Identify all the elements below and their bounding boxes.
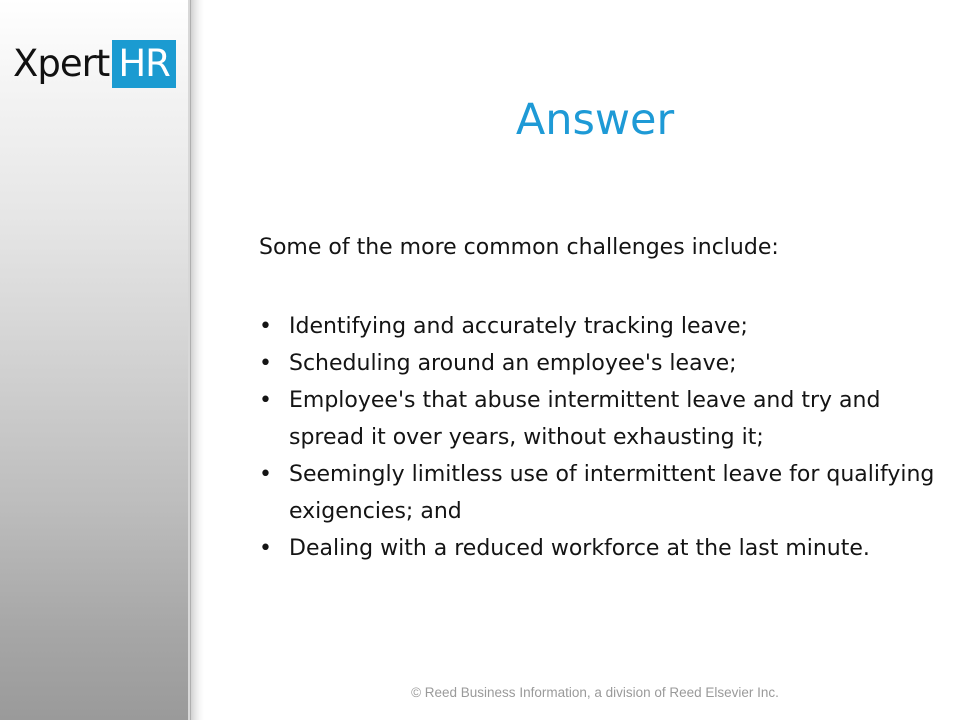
logo-box (112, 40, 176, 88)
bullet-item (259, 345, 944, 382)
bullet-text: Identifying and accurately tracking leave; (289, 314, 748, 339)
bullet-item (259, 530, 944, 567)
bullet-item (259, 382, 944, 456)
bullet-text: Seemingly limitless use of intermittent leave for qualifying exigencies; and (289, 462, 935, 524)
bullet-item (259, 456, 944, 530)
bullet-dot-icon: • (259, 314, 272, 339)
bullet-list (259, 308, 944, 567)
logo-box-text: HR (118, 42, 170, 85)
bullet-dot-icon: • (259, 388, 272, 413)
bullet-dot-icon: • (259, 536, 272, 561)
intro-text: Some of the more common challenges include: (259, 235, 779, 260)
sidebar-shadow (190, 0, 204, 720)
copyright-footer: © Reed Business Information, a division of Reed Elsevier Inc. (411, 685, 779, 700)
bullet-text: Employee's that abuse intermittent leave and try and spread it over years, without exhausting it; (289, 388, 881, 450)
bullet-text: Dealing with a reduced workforce at the last minute. (289, 536, 870, 561)
sidebar-panel (0, 0, 190, 720)
bullet-text: Scheduling around an employee's leave; (289, 351, 737, 376)
slide-title: Answer (515, 95, 675, 145)
bullet-dot-icon: • (259, 351, 272, 376)
xperthr-logo (13, 40, 176, 88)
bullet-dot-icon: • (259, 462, 272, 487)
logo-text: Xpert (13, 42, 110, 85)
bullet-item (259, 308, 944, 345)
